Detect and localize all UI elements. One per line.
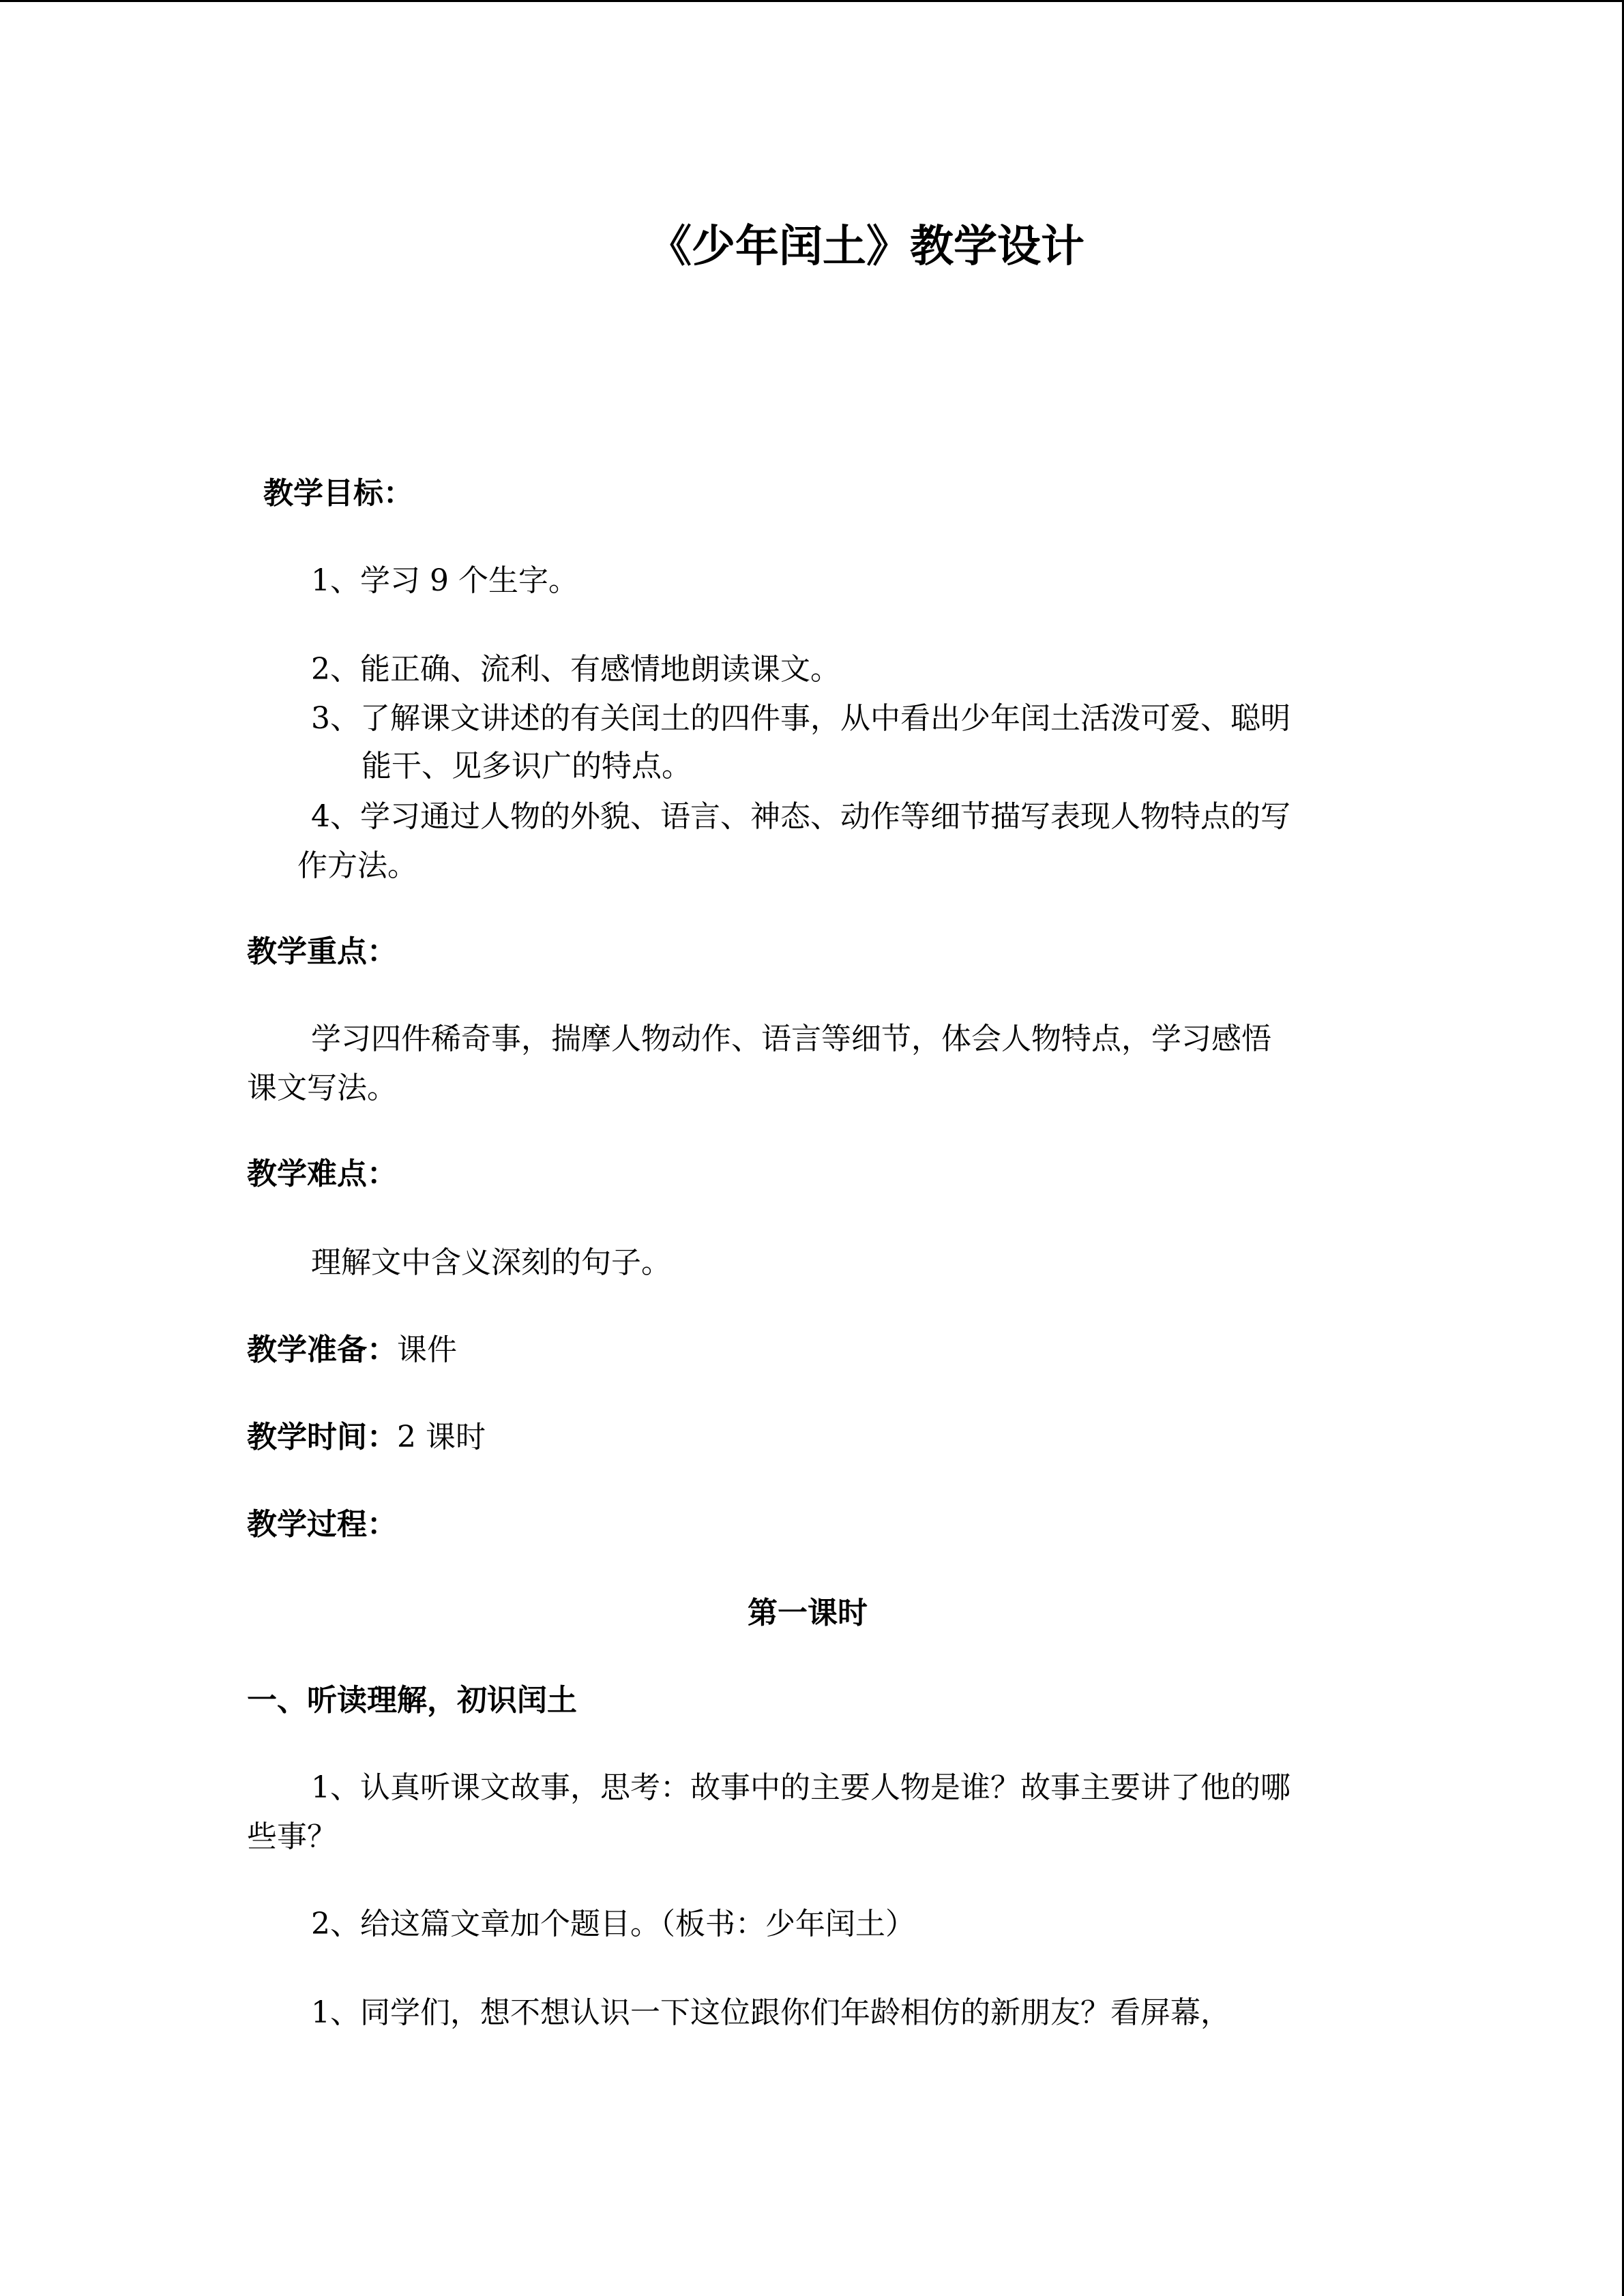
objective-item-3-line-2: 能干、见多识广的特点。 [361, 749, 692, 784]
difficulties-heading: 教学难点： [247, 1157, 397, 1191]
time-value: 2 课时 [397, 1420, 486, 1455]
step-3: 1、同学们，想不想认识一下这位跟你们年龄相仿的新朋友？看屏幕， [311, 1995, 1230, 2030]
section-1-heading: 一、听读理解，初识闰土 [247, 1683, 577, 1718]
process-heading: 教学过程： [247, 1507, 397, 1542]
document-title: 《少年闰土》教学设计 [648, 221, 1084, 272]
difficulties-text: 理解文中含义深刻的句子。 [311, 1245, 671, 1280]
key-points-line-1: 学习四件稀奇事，揣摩人物动作、语言等细节，体会人物特点，学习感悟 [311, 1022, 1271, 1056]
preparation-row [247, 1330, 457, 1371]
step-1-line-1: 1、认真听课文故事，思考：故事中的主要人物是谁？故事主要讲了他的哪 [311, 1770, 1290, 1805]
preparation-value: 课件 [397, 1332, 457, 1367]
step-2: 2、给这篇文章加个题目。（板书：少年闰土） [311, 1907, 915, 1941]
key-points-heading: 教学重点： [247, 934, 397, 969]
lesson-1-heading: 第一课时 [748, 1596, 868, 1630]
preparation-heading: 教学准备： [247, 1332, 397, 1367]
key-points-line-2: 课文写法。 [247, 1071, 397, 1105]
objective-item-4-line-1: 4、学习通过人物的外貌、语言、神态、动作等细节描写表现人物特点的写 [311, 799, 1290, 834]
objective-item-3-line-1: 3、了解课文讲述的有关闰土的四件事，从中看出少年闰土活泼可爱、聪明 [311, 701, 1290, 736]
page-border-top [0, 0, 1624, 2]
objectives-heading: 教学目标： [263, 476, 413, 511]
objective-item-1: 1、学习 9 个生字。 [311, 563, 578, 598]
time-heading: 教学时间： [247, 1420, 397, 1455]
time-row [247, 1417, 486, 1458]
objective-item-2: 2、能正确、流利、有感情地朗读课文。 [311, 652, 840, 687]
objective-item-4-line-2: 作方法。 [297, 848, 417, 883]
step-1-line-2: 些事？ [247, 1819, 337, 1854]
